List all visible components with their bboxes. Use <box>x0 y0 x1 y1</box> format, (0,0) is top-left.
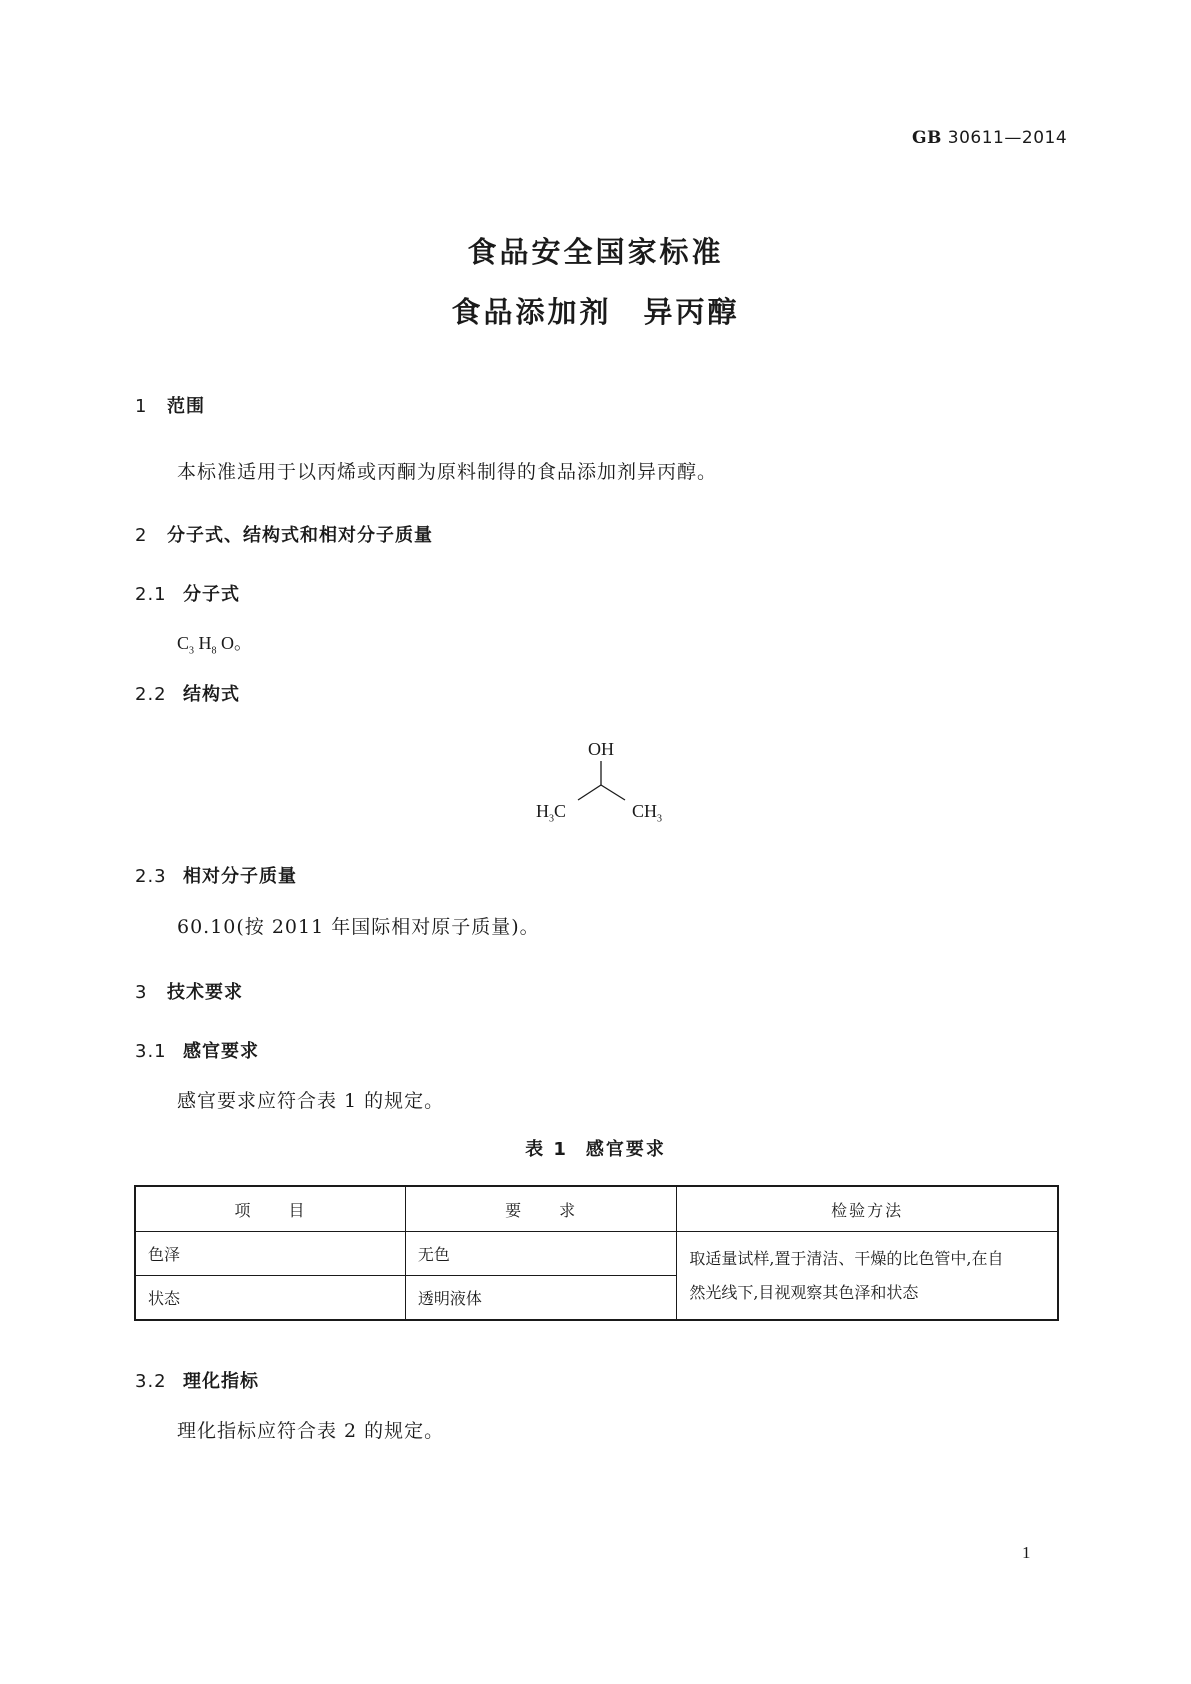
column-header-method: 检验方法 <box>677 1186 1058 1232</box>
hydroxyl-label: OH <box>588 739 614 759</box>
standard-number <box>912 128 1067 148</box>
structural-formula <box>520 735 680 825</box>
section-2-3-heading <box>135 862 297 888</box>
section-2-heading <box>135 521 433 547</box>
section-title: 结构式 <box>183 684 240 705</box>
section-number: 2.1 <box>135 584 167 605</box>
standard-prefix: GB <box>912 128 942 148</box>
section-number: 2.2 <box>135 684 167 705</box>
section-number: 3.2 <box>135 1371 167 1392</box>
table-cell-requirement: 透明液体 <box>405 1276 676 1321</box>
section-title: 感官要求 <box>183 1041 259 1062</box>
standard-code: 30611—2014 <box>947 128 1068 148</box>
section-3-2-heading <box>135 1367 259 1393</box>
document-subtitle: 食品添加剂 异丙醇 <box>451 295 740 329</box>
section-number: 2 <box>135 525 148 546</box>
table-caption-title: 感官要求 <box>585 1139 666 1160</box>
section-title: 分子式 <box>183 584 240 605</box>
section-title: 相对分子质量 <box>183 866 297 887</box>
table-cell-requirement: 无色 <box>405 1232 676 1276</box>
section-3-2-paragraph: 理化指标应符合表 2 的规定。 <box>177 1420 445 1442</box>
column-header-requirement: 要 求 <box>405 1186 676 1232</box>
table-1-caption <box>0 1135 1191 1161</box>
section-number: 3.1 <box>135 1041 167 1062</box>
molecular-formula: $C_3$ $H_8$ O。 <box>177 633 253 657</box>
section-3-1-paragraph: 感官要求应符合表 1 的规定。 <box>177 1090 445 1112</box>
method-line: 然光线下,目视观察其色泽和状态 <box>689 1282 919 1302</box>
page-number: 1 <box>1022 1543 1031 1562</box>
right-methyl-label: $CH_3$ <box>632 801 663 825</box>
section-3-heading <box>135 978 243 1004</box>
left-methyl-label: $H_3C$ <box>536 801 567 825</box>
section-1-paragraph: 本标准适用于以丙烯或丙酮为原料制得的食品添加剂异丙醇。 <box>177 461 718 483</box>
sensory-requirements-table <box>134 1185 1059 1321</box>
section-number: 2.3 <box>135 866 167 887</box>
table-caption-number: 表 1 <box>525 1139 568 1160</box>
column-header-item: 项 目 <box>135 1186 405 1232</box>
method-line: 取适量试样,置于清洁、干燥的比色管中,在自 <box>689 1248 1004 1268</box>
section-title: 理化指标 <box>183 1371 259 1392</box>
table-cell-item: 色泽 <box>135 1232 405 1276</box>
section-title: 技术要求 <box>167 982 243 1003</box>
section-2-3-paragraph: 60.10(按 2011 年国际相对原子质量)。 <box>177 916 540 938</box>
table-cell-method <box>677 1232 1058 1321</box>
section-1-heading <box>135 392 205 418</box>
section-number: 1 <box>135 396 148 417</box>
section-number: 3 <box>135 982 148 1003</box>
section-2-1-heading <box>135 580 240 606</box>
section-3-1-heading <box>135 1037 259 1063</box>
document-title: 食品安全国家标准 <box>467 235 724 269</box>
table-cell-item: 状态 <box>135 1276 405 1321</box>
section-title: 分子式、结构式和相对分子质量 <box>167 525 433 546</box>
section-title: 范围 <box>167 396 205 417</box>
table-row <box>135 1232 1058 1276</box>
section-2-2-heading <box>135 680 240 706</box>
table-header-row <box>135 1186 1058 1232</box>
